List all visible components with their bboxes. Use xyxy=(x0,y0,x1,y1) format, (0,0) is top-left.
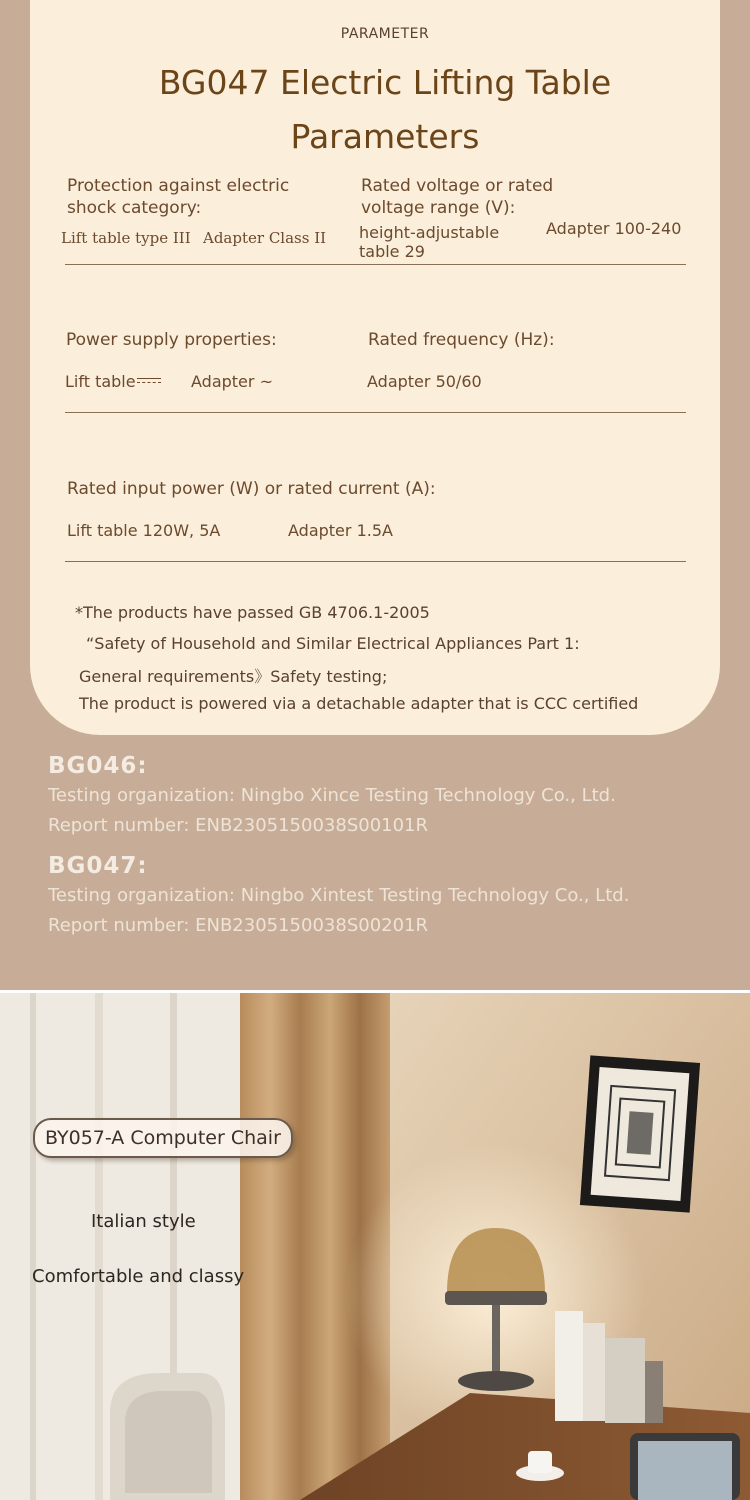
note-line-3: General requirements》Safety testing; xyxy=(79,667,388,686)
shock-category-label: Protection against electric shock category: xyxy=(67,176,290,218)
voltage-table-value: height-adjustable table 29 xyxy=(359,223,500,261)
voltage-label: Rated voltage or rated voltage range (V): xyxy=(361,176,554,218)
input-power-label: Rated input power (W) or rated current (A): xyxy=(67,479,436,499)
feature-italian-style: Italian style xyxy=(91,1211,196,1232)
frequency-label: Rated frequency (Hz): xyxy=(368,330,555,350)
report-number-bg046: Report number: ENB2305150038S00101R xyxy=(48,815,429,836)
note-line-2: “Safety of Household and Similar Electrical Appliances Part 1: xyxy=(86,634,580,653)
page-title: BG047 Electric Lifting Table xyxy=(158,63,612,102)
parameter-card xyxy=(30,0,720,735)
note-line-4: The product is powered via a detachable adapter that is CCC certified xyxy=(79,694,639,713)
report-number-bg047: Report number: ENB2305150038S00201R xyxy=(48,915,429,936)
report-model-bg047: BG047: xyxy=(48,853,148,879)
report-model-bg046: BG046: xyxy=(48,753,148,779)
report-organization-bg046: Testing organization: Ningbo Xince Testing Technology Co., Ltd. xyxy=(48,785,616,806)
shock-lift-value: Lift table type III xyxy=(61,229,191,247)
section-label: PARAMETER xyxy=(340,26,430,42)
row-divider xyxy=(65,561,686,562)
dc-symbol-icon xyxy=(137,377,161,385)
input-lift-value: Lift table 120W, 5A xyxy=(67,521,221,540)
input-adapter-value: Adapter 1.5A xyxy=(288,521,393,540)
product-name-tag: BY057-A Computer Chair xyxy=(33,1118,293,1158)
frequency-adapter-value: Adapter 50/60 xyxy=(367,372,482,391)
voltage-adapter-value: Adapter 100-240 xyxy=(546,219,682,238)
note-line-1: *The products have passed GB 4706.1-2005 xyxy=(75,603,430,622)
power-supply-label: Power supply properties: xyxy=(66,330,277,350)
product-photo xyxy=(0,993,750,1500)
power-lift-value: Lift table xyxy=(65,372,161,391)
row-divider xyxy=(65,412,686,413)
shock-adapter-value: Adapter Class II xyxy=(203,229,327,247)
feature-comfortable: Comfortable and classy xyxy=(32,1266,245,1287)
row-divider xyxy=(65,264,686,265)
room-scene-illustration xyxy=(0,993,750,1500)
power-adapter-value: Adapter ~ xyxy=(191,372,273,391)
page-subtitle: Parameters xyxy=(290,117,480,156)
report-organization-bg047: Testing organization: Ningbo Xintest Testing Technology Co., Ltd. xyxy=(48,885,630,906)
